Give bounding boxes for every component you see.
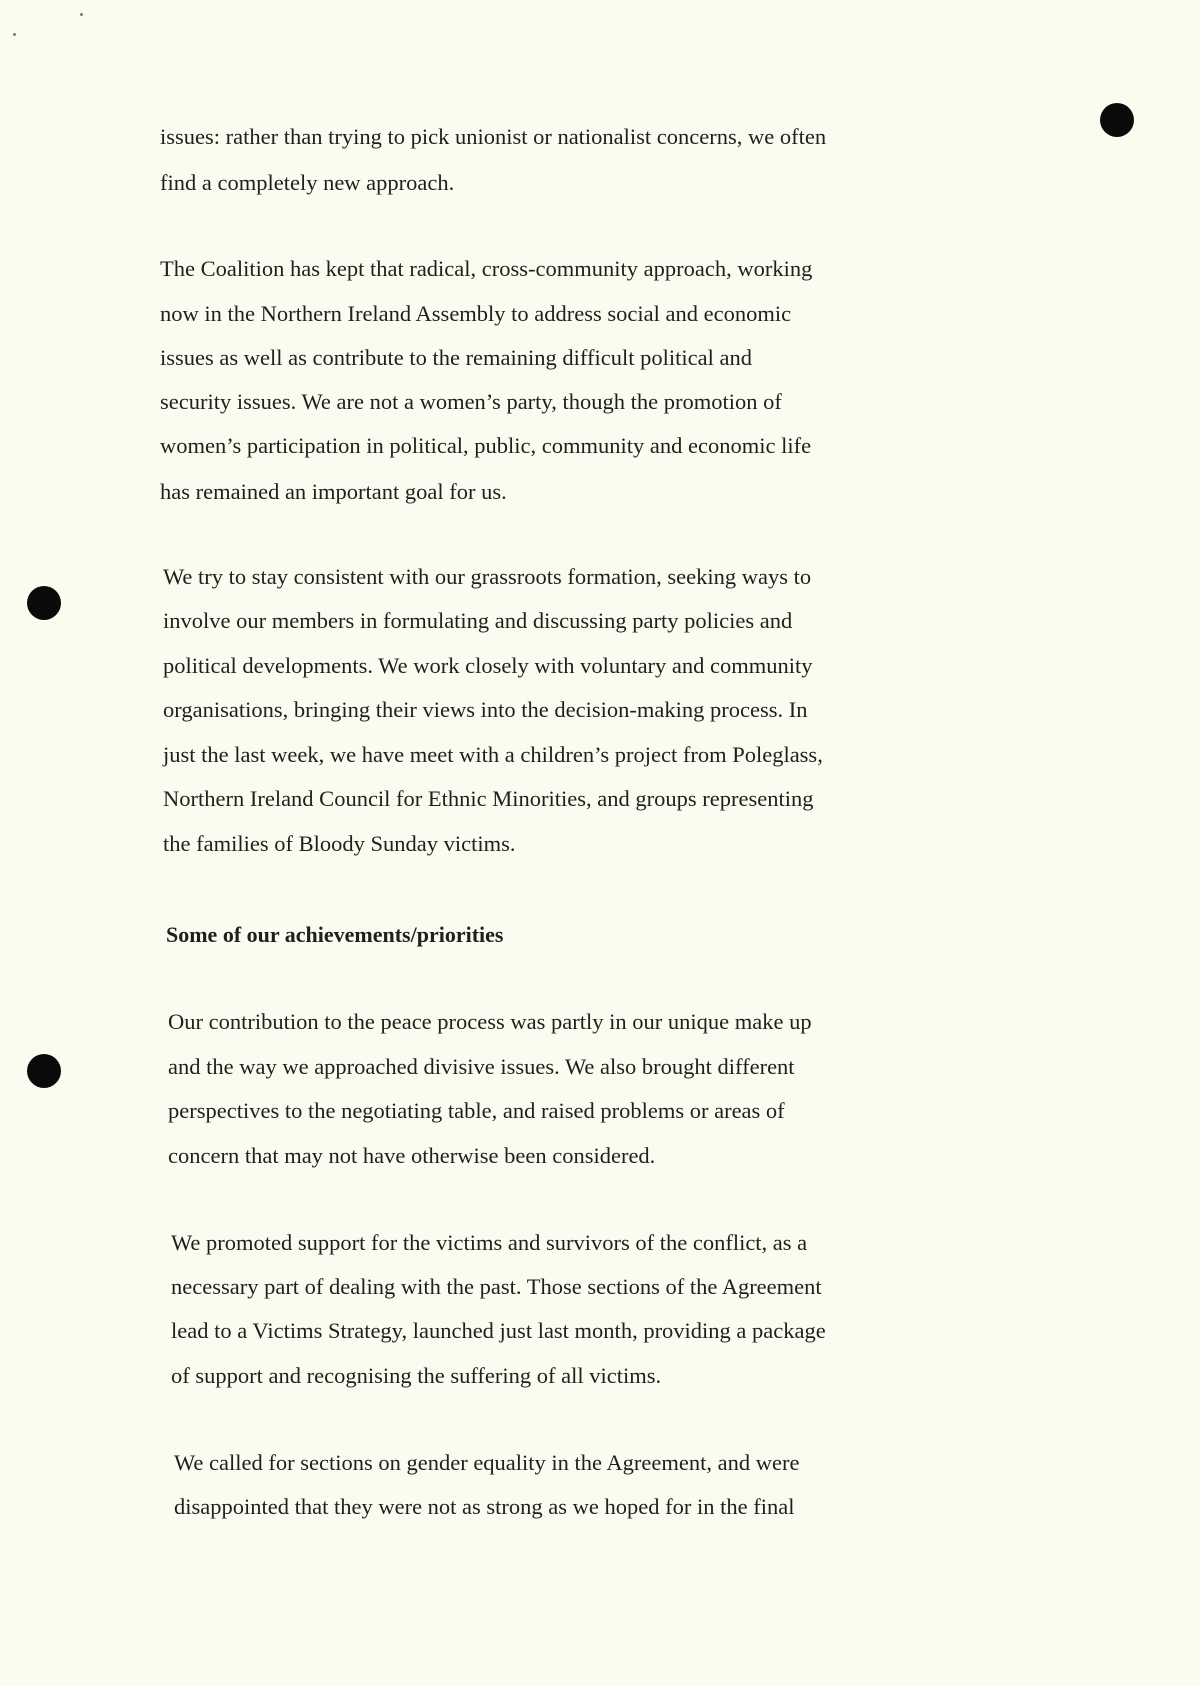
text-line: women’s participation in political, public, community and economic life [160,433,812,458]
text-line: has remained an important goal for us. [160,479,507,504]
text-line: perspectives to the negotiating table, and raised problems or areas of [168,1098,785,1123]
text-line: political developments. We work closely with voluntary and community [163,653,813,678]
text-line: the families of Bloody Sunday victims. [163,831,516,856]
text-line: Northern Ireland Council for Ethnic Minorities, and groups representing [163,786,814,811]
text-line: concern that may not have otherwise been considered. [168,1143,656,1168]
section-heading: Some of our achievements/priorities [166,922,504,947]
scan-speck [13,33,16,36]
text-line: The Coalition has kept that radical, cross-community approach, working [160,256,813,281]
text-line: We try to stay consistent with our grassroots formation, seeking ways to [163,564,812,589]
text-line: security issues. We are not a women’s party, though the promotion of [160,389,782,414]
scan-speck [80,13,83,16]
text-line: lead to a Victims Strategy, launched just last month, providing a package [171,1318,826,1343]
text-line: involve our members in formulating and discussing party policies and [163,608,793,633]
text-line: just the last week, we have meet with a children’s project from Poleglass, [163,742,823,767]
text-line: issues: rather than trying to pick unionist or nationalist concerns, we often [160,124,827,149]
text-line: necessary part of dealing with the past. Those sections of the Agreement [171,1274,822,1299]
punch-hole-left-upper [27,586,61,620]
punch-hole-top-right [1100,103,1134,137]
text-line: of support and recognising the suffering of all victims. [171,1363,662,1388]
text-line: Our contribution to the peace process was partly in our unique make up [168,1009,812,1034]
punch-hole-left-lower [27,1054,61,1088]
text-line: issues as well as contribute to the remaining difficult political and [160,345,752,370]
text-line: We promoted support for the victims and survivors of the conflict, as a [171,1230,808,1255]
text-line: We called for sections on gender equality in the Agreement, and were [174,1450,800,1475]
text-line: disappointed that they were not as strong as we hoped for in the final [174,1494,795,1519]
text-line: organisations, bringing their views into the decision-making process. In [163,697,808,722]
text-line: now in the Northern Ireland Assembly to address social and economic [160,301,792,326]
text-line: find a completely new approach. [160,170,455,195]
text-line: and the way we approached divisive issues. We also brought different [168,1054,795,1079]
